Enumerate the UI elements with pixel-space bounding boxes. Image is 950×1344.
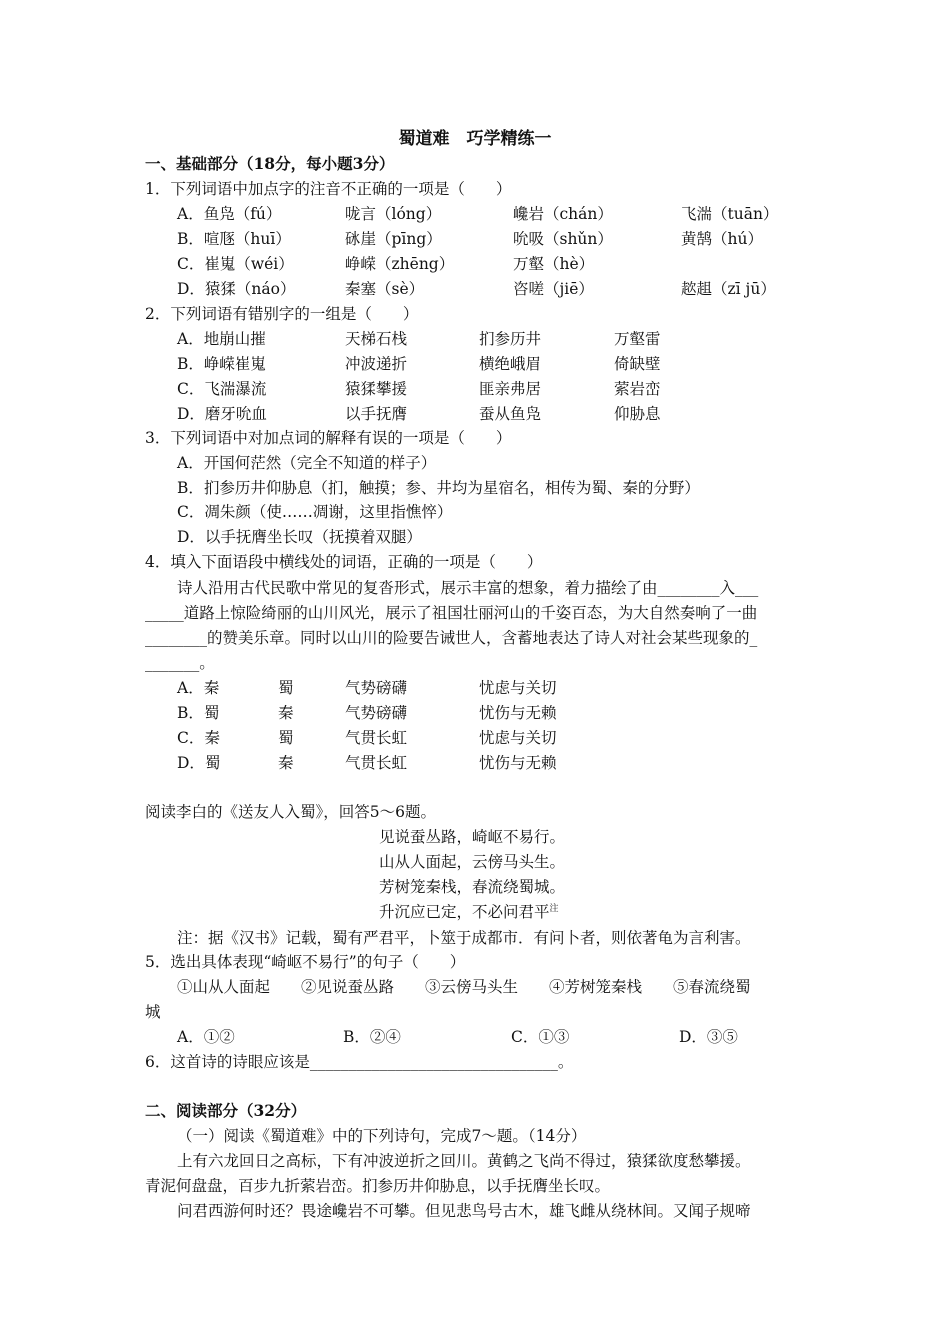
q1-option-cell: 吮吸（shǔn） (513, 230, 613, 248)
q4-option-cell: A．秦 (177, 679, 220, 697)
poem-line: 升沉应已定，不必问君平 (379, 903, 550, 921)
question-1-stem: 1．下列词语中加点字的注音不正确的一项是（ ） (145, 180, 512, 198)
question-4-paragraph-line: ________的赞美乐章。同时以山川的险要告诫世人，含蓄地表达了诗人对社会某些现象的_ (145, 629, 758, 647)
q2-option-cell: D．磨牙吮血 (177, 405, 267, 423)
q4-option-cell: 蜀 (278, 679, 294, 697)
q2-option-cell: 蚕从鱼凫 (479, 405, 542, 423)
question-3-stem: 3．下列词语中对加点词的解释有误的一项是（ ） (145, 429, 512, 447)
q4-option-cell: 忧伤与无赖 (479, 704, 557, 722)
q1-option-cell: 飞湍（tuān） (681, 205, 779, 223)
q2-option-cell: B．峥嵘崔嵬 (177, 355, 266, 373)
reading-paragraph-line: 问君西游何时还？畏途巉岩不可攀。但见悲鸟号古木，雄飞雌从绕林间。又闻子规啼 (177, 1202, 751, 1220)
q1-option-cell: B．喧豗（huī） (177, 230, 291, 248)
question-5-choice-d: D．③⑤ (679, 1028, 738, 1046)
q1-option-cell: 黄鹄（hú） (681, 230, 763, 248)
q2-option-cell: 匪亲弗居 (479, 380, 542, 398)
q4-option-cell: 忧伤与无赖 (479, 754, 557, 772)
q4-option-cell: 气贯长虹 (345, 754, 408, 772)
q1-option-cell: 秦塞（sè） (345, 280, 425, 298)
q2-option-cell: 猿猱攀援 (345, 380, 408, 398)
q4-option-cell: 气势磅礴 (345, 679, 408, 697)
q2-option-cell: 横绝峨眉 (479, 355, 542, 373)
q4-option-cell: C．秦 (177, 729, 220, 747)
poem-line: 山从人面起，云傍马头生。 (379, 853, 566, 871)
section-heading-basics: 一、基础部分（18分，每小题3分） (145, 154, 395, 173)
q4-option-cell: B．蜀 (177, 704, 220, 722)
poem-line: 见说蚕丛路，崎岖不易行。 (379, 828, 566, 846)
q2-option-cell: 万壑雷 (614, 330, 661, 348)
q1-option-cell: 咙言（lóng） (345, 205, 442, 223)
q1-option-cell: 万壑（hè） (513, 255, 595, 273)
question-5-choice-c: C．①③ (511, 1028, 570, 1046)
q4-option-cell: 秦 (278, 754, 294, 772)
question-5-statements-cont: 城 (145, 1003, 161, 1021)
q1-option-cell: 巉岩（chán） (513, 205, 613, 223)
q2-option-cell: 仰胁息 (614, 405, 661, 423)
q1-option-cell: 砯崖（pīng） (345, 230, 442, 248)
reading-intro: （一）阅读《蜀道难》中的下列诗句，完成7～题。（14分） (177, 1127, 587, 1145)
question-6-stem: 6．这首诗的诗眼应该是________________________________。 (145, 1053, 574, 1071)
poem-line: 芳树笼秦栈，春流绕蜀城。 (379, 878, 566, 896)
question-4-paragraph-line: 诗人沿用古代民歌中常见的复沓形式，展示丰富的想象，着力描绘了由________入___ (177, 579, 759, 597)
question-2-stem: 2．下列词语有错别字的一组是（ ） (145, 305, 419, 323)
question-3-option-d: D．以手抚膺坐长叹（抚摸着双腿） (177, 528, 422, 546)
question-4-paragraph-line: _______。 (145, 654, 215, 672)
poem-intro: 阅读李白的《送友人入蜀》，回答5～6题。 (145, 803, 436, 821)
q2-option-cell: 冲波递折 (345, 355, 408, 373)
q4-option-cell: 秦 (278, 704, 294, 722)
question-4-paragraph-line: _____道路上惊险绮丽的山川风光，展示了祖国壮丽河山的千姿百态，为大自然奏响了一曲 (145, 604, 758, 622)
question-3-option-c: C．凋朱颜（使……凋谢，这里指憔悴） (177, 503, 453, 521)
reading-paragraph-line: 上有六龙回日之高标，下有冲波逆折之回川。黄鹤之飞尚不得过，猿猱欲度愁攀援。 (177, 1152, 751, 1170)
q2-option-cell: A．地崩山摧 (177, 330, 266, 348)
question-3-option-b: B．扪参历井仰胁息（扪，触摸；参、井均为星宿名，相传为蜀、秦的分野） (177, 479, 700, 497)
q2-option-cell: 以手抚膺 (345, 405, 408, 423)
q1-option-cell: 咨嗟（jiē） (513, 280, 594, 298)
q1-option-cell: 峥嵘（zhēng） (345, 255, 455, 273)
question-4-stem: 4．填入下面语段中横线处的词语，正确的一项是（ ） (145, 553, 543, 571)
q1-option-cell: C．崔嵬（wéi） (177, 255, 294, 273)
question-3-option-a: A．开国何茫然（完全不知道的样子） (177, 454, 437, 472)
note-marker: 注 (549, 903, 559, 914)
section-heading-reading: 二、阅读部分（32分） (145, 1101, 307, 1120)
q4-option-cell: 忧虑与关切 (479, 729, 557, 747)
q4-option-cell: 蜀 (278, 729, 294, 747)
question-5-statements: ①山从人面起 ②见说蚕丛路 ③云傍马头生 ④芳树笼秦栈 ⑤春流绕蜀 (177, 978, 751, 996)
question-5-choice-a: A．①② (177, 1028, 235, 1046)
poem-note: 注：据《汉书》记载，蜀有严君平，卜筮于成都市．有问卜者，则依著龟为言利害。 (177, 929, 751, 947)
q2-option-cell: C．飞湍瀑流 (177, 380, 267, 398)
poem-line-with-note (379, 900, 559, 922)
reading-paragraph-line: 青泥何盘盘，百步九折萦岩峦。扪参历井仰胁息，以手抚膺坐长叹。 (145, 1177, 611, 1195)
q1-option-cell: A．鱼凫（fú） (177, 205, 282, 223)
q2-option-cell: 倚缺壁 (614, 355, 661, 373)
question-5-choice-b: B．②④ (343, 1028, 401, 1046)
q1-option-cell: D．猿猱（náo） (177, 280, 296, 298)
q4-option-cell: D．蜀 (177, 754, 221, 772)
q1-option-cell: 趑趄（zī jū） (681, 280, 776, 298)
q4-option-cell: 气势磅礴 (345, 704, 408, 722)
question-5-stem: 5．选出具体表现“崎岖不易行”的句子（ ） (145, 953, 466, 971)
page-title: 蜀道难 巧学精练一 (398, 129, 552, 149)
q2-option-cell: 天梯石栈 (345, 330, 408, 348)
q2-option-cell: 萦岩峦 (614, 380, 661, 398)
q4-option-cell: 忧虑与关切 (479, 679, 557, 697)
q2-option-cell: 扪参历井 (479, 330, 542, 348)
q4-option-cell: 气贯长虹 (345, 729, 408, 747)
